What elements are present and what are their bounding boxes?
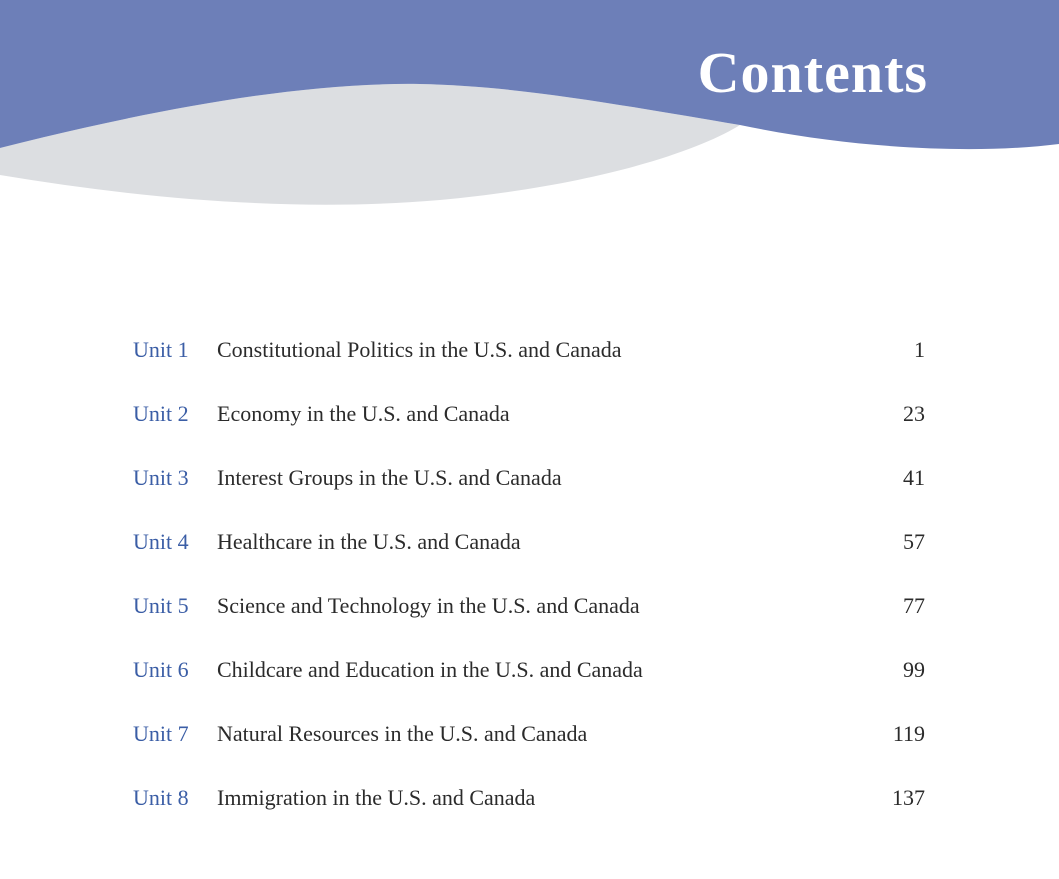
unit-label: Unit 2	[133, 401, 189, 426]
page-number: 99	[903, 657, 925, 682]
table-of-contents	[133, 318, 925, 830]
unit-label: Unit 7	[133, 721, 189, 746]
unit-label: Unit 1	[133, 337, 189, 362]
unit-title: Immigration in the U.S. and Canada	[217, 785, 536, 810]
unit-title: Natural Resources in the U.S. and Canada	[217, 721, 588, 746]
toc-entry-unit-6[interactable]	[133, 638, 925, 702]
unit-title: Healthcare in the U.S. and Canada	[217, 529, 521, 554]
toc-entry-unit-4[interactable]	[133, 510, 925, 574]
toc-entry-unit-2[interactable]	[133, 382, 925, 446]
toc-entry-unit-5[interactable]	[133, 574, 925, 638]
unit-label: Unit 5	[133, 593, 189, 618]
toc-entry-unit-1[interactable]	[133, 318, 925, 382]
page-number: 23	[903, 401, 925, 426]
toc-entry-unit-3[interactable]	[133, 446, 925, 510]
page-number: 41	[903, 465, 925, 490]
unit-title: Interest Groups in the U.S. and Canada	[217, 465, 562, 490]
page-number: 1	[914, 337, 925, 362]
page-number: 57	[903, 529, 925, 554]
toc-entry-unit-7[interactable]	[133, 702, 925, 766]
unit-title: Constitutional Politics in the U.S. and Canada	[217, 337, 622, 362]
unit-title: Economy in the U.S. and Canada	[217, 401, 510, 426]
page-title: Contents	[697, 40, 928, 105]
page-number: 137	[892, 785, 925, 810]
unit-label: Unit 8	[133, 785, 189, 810]
unit-label: Unit 4	[133, 529, 189, 554]
page-number: 119	[892, 721, 925, 746]
unit-label: Unit 3	[133, 465, 189, 490]
toc-entry-unit-8[interactable]	[133, 766, 925, 830]
unit-title: Childcare and Education in the U.S. and Canada	[217, 657, 643, 682]
page-number: 77	[903, 593, 925, 618]
unit-title: Science and Technology in the U.S. and Canada	[217, 593, 640, 618]
unit-label: Unit 6	[133, 657, 189, 682]
